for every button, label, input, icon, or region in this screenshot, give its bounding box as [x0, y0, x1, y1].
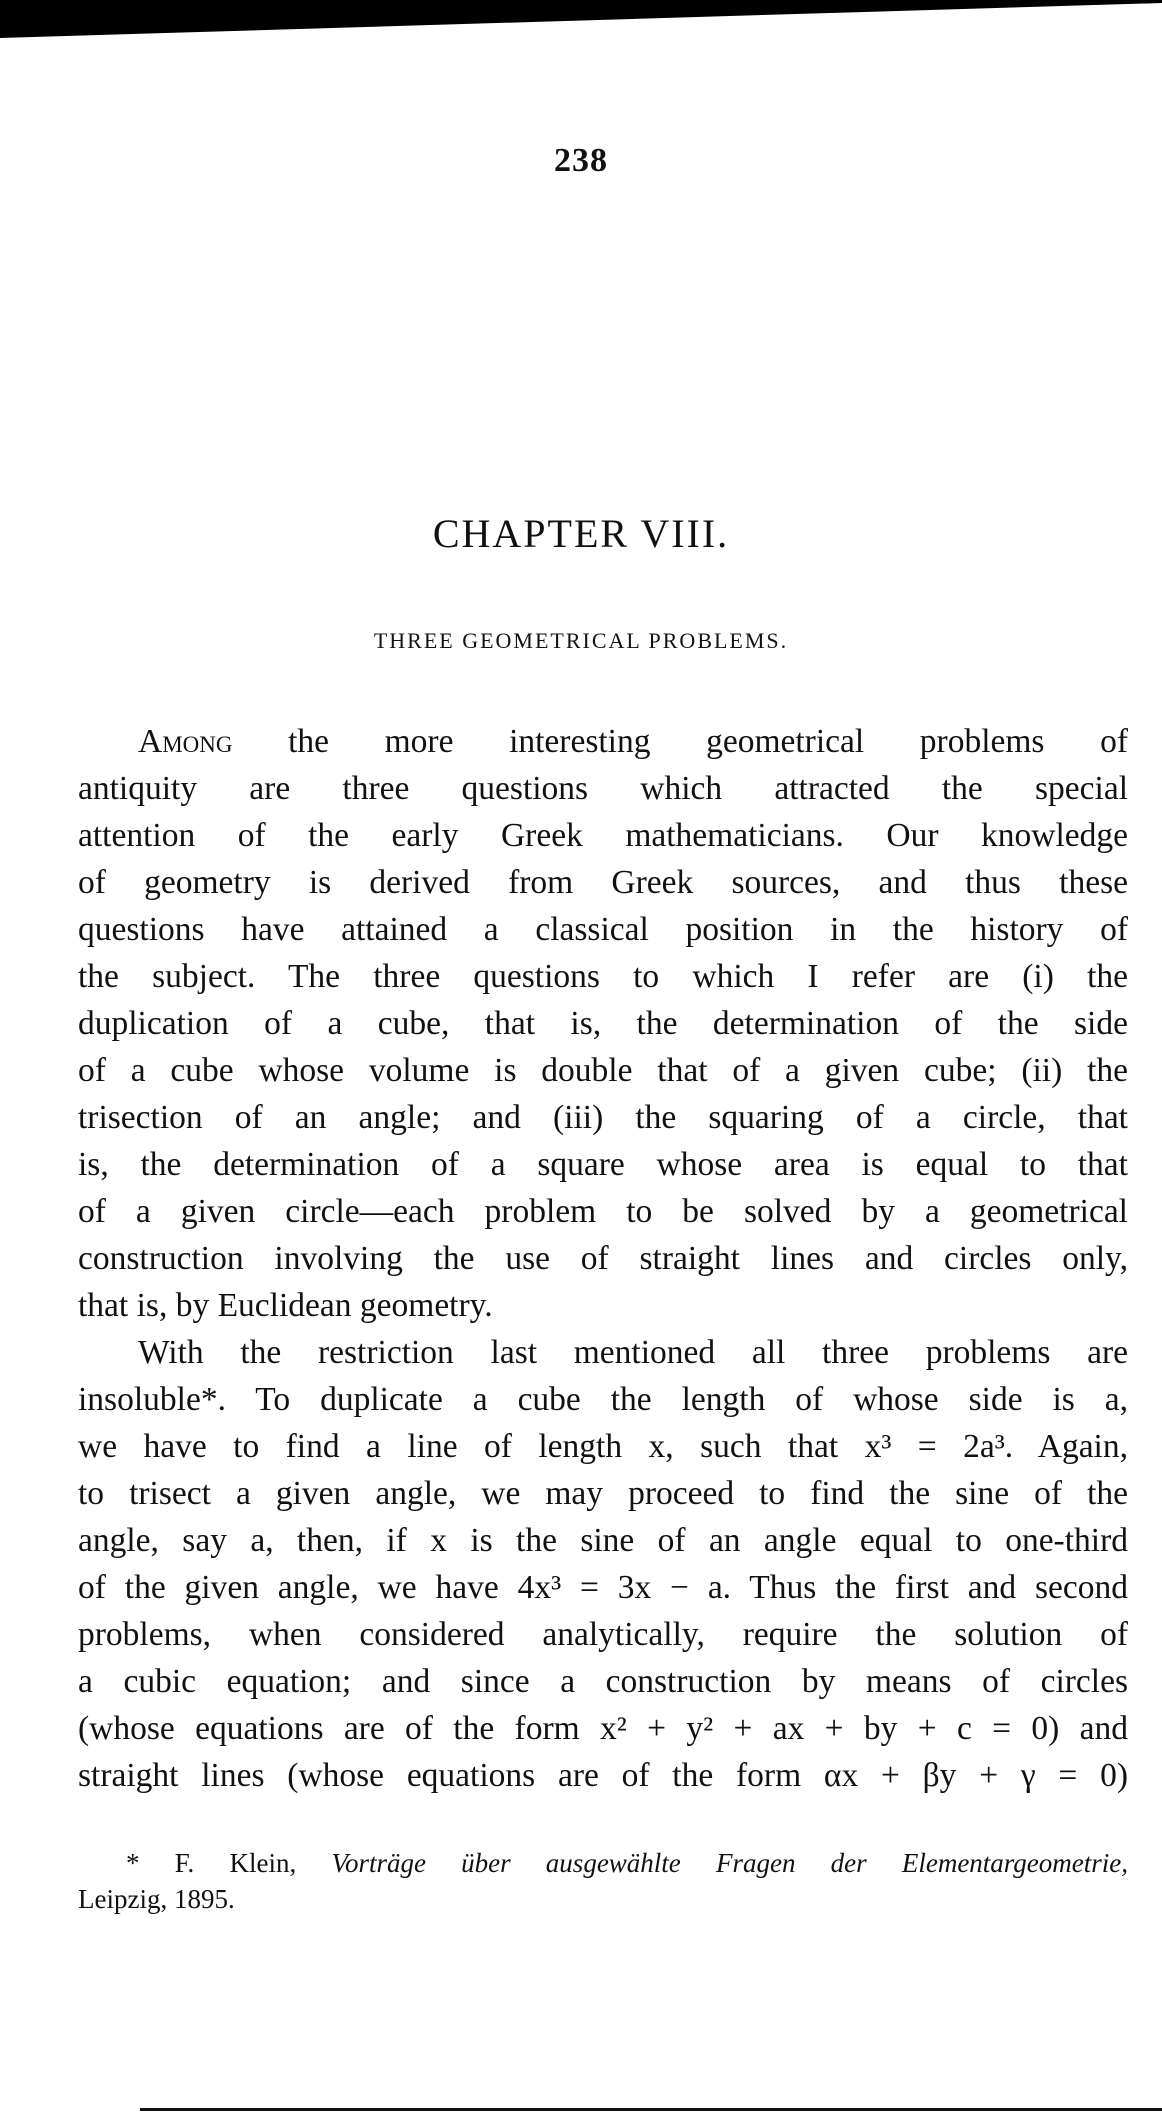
text-line: insoluble*. To duplicate a cube the length of whose side is a, [78, 1381, 1128, 1418]
text-line: trisection of an angle; and (iii) the squaring of a circle, that [78, 1099, 1128, 1136]
text-line: of the given angle, we have 4x³ = 3x − a. Thus the first and second [78, 1569, 1128, 1606]
text-line: the subject. The three questions to which I refer are (i) the [78, 958, 1128, 995]
footnote [78, 1845, 1128, 1917]
text-line: attention of the early Greek mathematicians. Our knowledge [78, 817, 1128, 854]
text-line: to trisect a given angle, we may proceed to find the sine of the [78, 1475, 1128, 1512]
text-line: is, the determination of a square whose area is equal to that [78, 1146, 1128, 1183]
text-line: of a given circle—each problem to be solved by a geometrical [78, 1193, 1128, 1230]
lead-smallcaps: Among [138, 723, 233, 760]
text-line: duplication of a cube, that is, the determination of the side [78, 1005, 1128, 1042]
text-line: of geometry is derived from Greek sources, and thus these [78, 864, 1128, 901]
text-line: With the restriction last mentioned all three problems are [138, 1334, 1128, 1371]
text-line: antiquity are three questions which attracted the special [78, 770, 1128, 807]
text-line: of a cube whose volume is double that of a given cube; (ii) the [78, 1052, 1128, 1089]
chapter-subtitle: THREE GEOMETRICAL PROBLEMS. [373, 628, 789, 653]
body-text [78, 718, 1128, 1799]
text-line: straight lines (whose equations are of the form αx + βy + γ = 0) [78, 1757, 1128, 1794]
scan-top-shadow [0, 0, 1162, 40]
footnote-author: F. Klein, [174, 1848, 297, 1878]
text-line: that is, by Euclidean geometry. [78, 1287, 493, 1324]
footnote-line [78, 1845, 1128, 1881]
text-line: angle, say a, then, if x is the sine of an angle equal to one-third [78, 1522, 1128, 1559]
text-line: problems, when considered analytically, require the solution of [78, 1616, 1128, 1653]
text-line: we have to find a line of length x, such that x³ = 2a³. Again, [78, 1428, 1128, 1465]
text-line: (whose equations are of the form x² + y² + ax + by + c = 0) and [78, 1710, 1128, 1747]
footnote-marker: * [126, 1848, 140, 1878]
text-line: Among the more interesting geometrical problems of [138, 723, 1128, 760]
chapter-title: CHAPTER VIII. [432, 511, 730, 556]
footnote-title: Vorträge über ausgewählte Fragen der Elementargeometrie, [331, 1848, 1129, 1878]
text-line: questions have attained a classical position in the history of [78, 911, 1128, 948]
text-line: a cubic equation; and since a construction by means of circles [78, 1663, 1128, 1700]
text-line: construction involving the use of straight lines and circles only, [78, 1240, 1128, 1277]
footnote-line: Leipzig, 1895. [78, 1884, 235, 1914]
page-number: 238 [554, 142, 608, 179]
scan-bottom-edge [140, 2108, 1162, 2111]
